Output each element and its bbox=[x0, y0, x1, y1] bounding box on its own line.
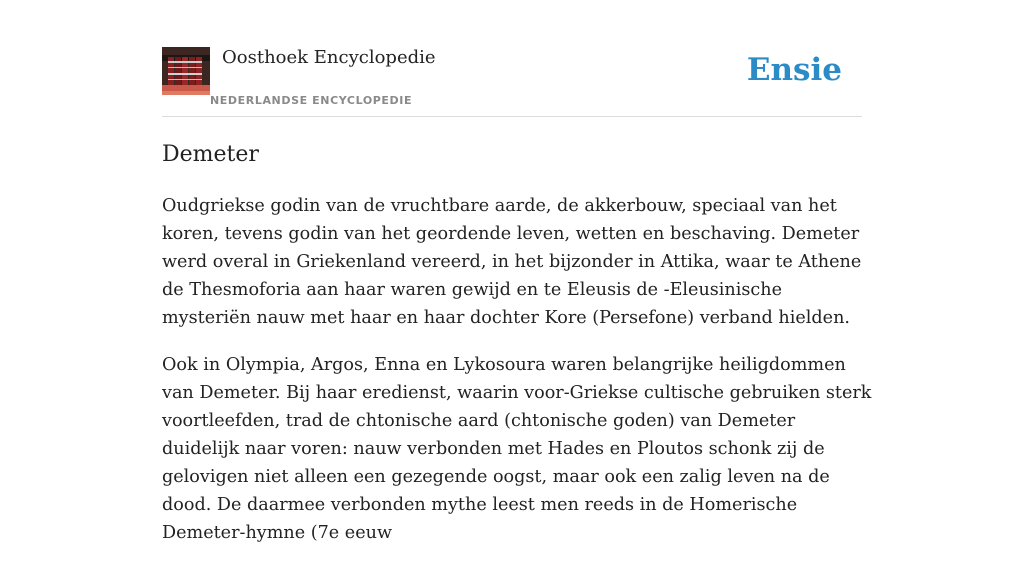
article-paragraph: Oudgriekse godin van de vruchtbare aarde, de akkerbouw, speciaal van het koren, tevens godin van het geordende leven, wetten en beschaving. Demeter werd overal in Griekenland vereerd, in het bijzonder in Attika, waar te Athene de Thesmoforia aan haar waren gewijd en te Eleusis de -Eleusinische mysteriën nauw met haar en haar dochter Kore (Persefone) verband hielden. bbox=[162, 196, 862, 328]
encyclopedia-books-icon[interactable] bbox=[162, 47, 210, 95]
ensie-logo-link[interactable]: Ensie bbox=[746, 52, 842, 88]
article-body bbox=[162, 192, 872, 566]
article-paragraph: Ook in Olympia, Argos, Enna en Lykosoura waren belangrijke heiligdommen van Demeter. Bij haar eredienst, waarin voor-Griekse cultische gebruiken sterk voortleefden, trad de chtonische aard (chtonische goden) van Demeter duidelijk naar voren: nauw verbonden met Hades en Ploutos schonk zij de gelovigen niet alleen een gezegende oogst, maar ook een zalig leven na de dood. De daarmee verbonden mythe leest men reeds in de Homerische Demeter-hymne (7e eeuw bbox=[162, 355, 872, 543]
site-title[interactable]: Oosthoek Encyclopedie bbox=[222, 47, 436, 68]
site-header bbox=[162, 46, 862, 117]
site-subtitle: NEDERLANDSE ENCYCLOPEDIE bbox=[210, 94, 413, 107]
article-title: Demeter bbox=[162, 142, 259, 167]
